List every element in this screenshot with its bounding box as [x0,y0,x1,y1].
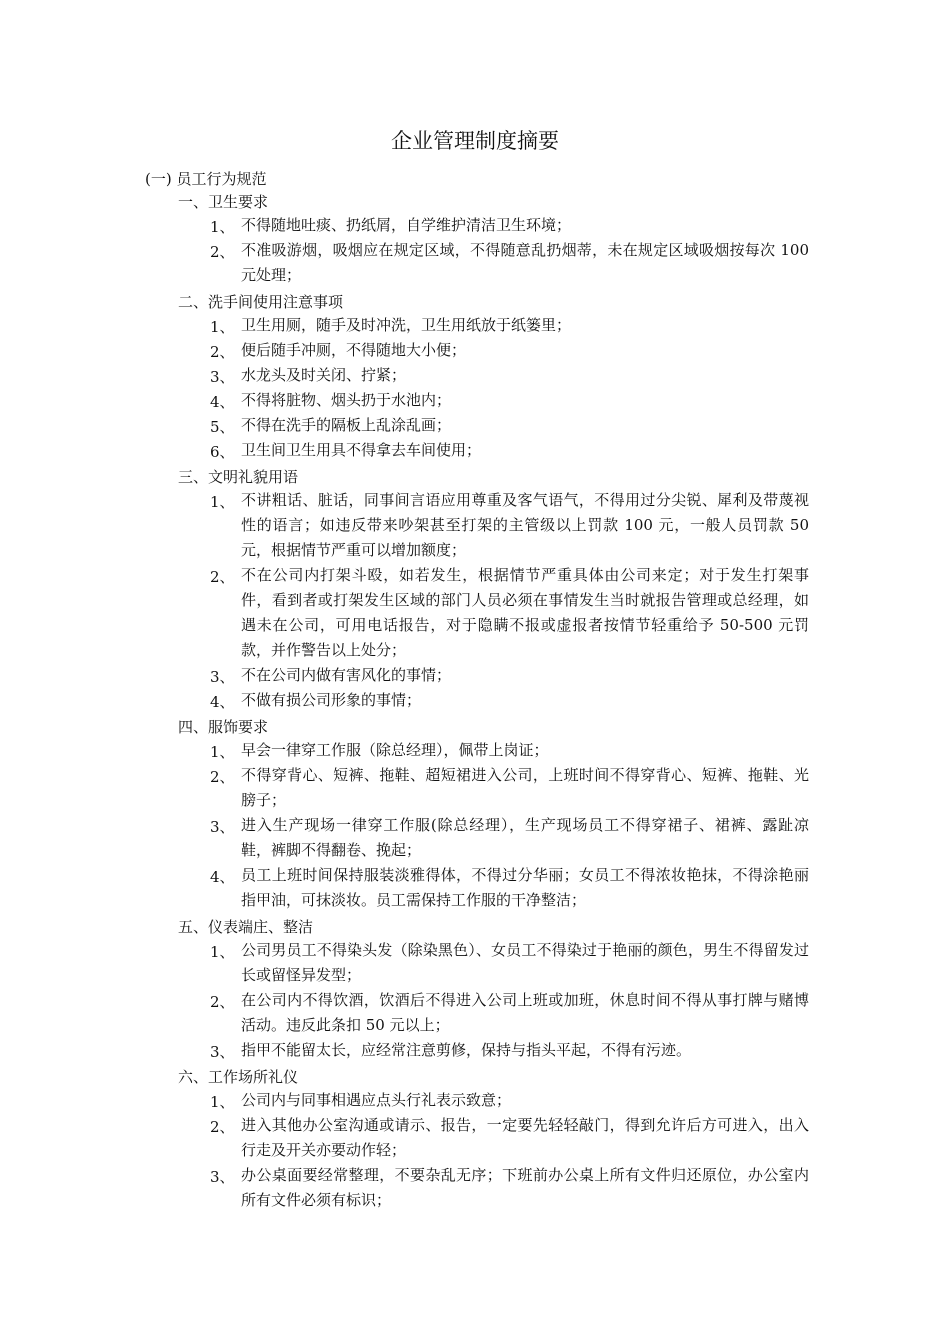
document-title: 企业管理制度摘要 [391,129,559,153]
section-heading: 四、服饰要求 [178,718,269,736]
item-number: 3、 [210,668,235,686]
section-heading: 三、文明礼貌用语 [178,468,299,486]
item-number: 1、 [210,218,235,236]
item-text: 指甲不能留太长，应经常注意剪修，保持与指头平起，不得有污迹。 [241,1041,692,1059]
item-number: 2、 [210,993,235,1011]
item-number: 2、 [210,243,235,261]
item-text: 不在公司内做有害风化的事情； [241,666,452,684]
item-text: 不做有损公司形象的事情； [241,691,422,709]
item-number: 2、 [210,1118,235,1136]
item-number: 2、 [210,568,235,586]
item-text: 早会一律穿工作服（除总经理），佩带上岗证； [241,741,549,759]
item-text: 办公桌面要经常整理，不要杂乱无序；下班前办公桌上所有文件归还原位，办公室内所有文件必须有标识； [241,1166,809,1209]
item-text: 不讲粗话、脏话，同事间言语应用尊重及客气语气，不得用过分尖锐、犀利及带蔑视性的语言；如违反带来吵架甚至打架的主管级以上罚款 100 元，一般人员罚款 50 元，根据情节严重可以增加额度； [241,491,809,559]
item-text: 不得随地吐痰、扔纸屑，自学维护清洁卫生环境； [241,216,572,234]
item-text: 公司男员工不得染头发（除染黑色）、女员工不得染过于艳丽的颜色，男生不得留发过长或留怪异发型； [241,941,809,984]
item-text: 水龙头及时关闭、拧紧； [241,366,407,384]
item-text: 员工上班时间保持服装淡雅得体，不得过分华丽；女员工不得浓妆艳抹，不得涂艳丽指甲油，可抹淡妆。员工需保持工作服的干净整洁； [241,866,809,909]
section-heading: 五、仪表端庄、整洁 [178,918,314,936]
item-text: 在公司内不得饮酒，饮酒后不得进入公司上班或加班，休息时间不得从事打牌与赌博活动。违反此条扣 50 元以上； [241,991,809,1034]
item-number: 3、 [210,368,235,386]
item-number: 6、 [210,443,235,461]
item-text: 进入生产现场一律穿工作服(除总经理），生产现场员工不得穿裙子、裙裤、露趾凉鞋，裤脚不得翻卷、挽起； [241,816,809,859]
item-number: 4、 [210,693,235,711]
item-text: 公司内与同事相遇应点头行礼表示致意； [241,1091,512,1109]
item-number: 4、 [210,393,235,411]
item-text: 便后随手冲厕，不得随地大小便； [241,341,467,359]
item-number: 2、 [210,768,235,786]
item-number: 1、 [210,1093,235,1111]
item-number: 4、 [210,868,235,886]
item-number: 3、 [210,1168,235,1186]
item-text: 进入其他办公室沟通或请示、报告，一定要先轻轻敲门，得到允许后方可进入，出入行走及开关亦要动作轻； [241,1116,809,1159]
item-text: 不准吸游烟，吸烟应在规定区域，不得随意乱扔烟蒂，未在规定区域吸烟按每次 100 元处理； [241,241,809,284]
part-heading: (一) 员工行为规范 [145,170,267,188]
item-number: 5、 [210,418,235,436]
item-text: 不得将脏物、烟头扔于水池内； [241,391,452,409]
item-number: 3、 [210,818,235,836]
item-number: 1、 [210,743,235,761]
item-text: 不得穿背心、短裤、拖鞋、超短裙进入公司，上班时间不得穿背心、短裤、拖鞋、光膀子； [241,766,809,809]
item-number: 1、 [210,318,235,336]
item-text: 卫生用厕，随手及时冲洗，卫生用纸放于纸篓里； [241,316,572,334]
item-number: 2、 [210,343,235,361]
item-text: 不在公司内打架斗殴，如若发生，根据情节严重具体由公司来定；对于发生打架事件，看到者或打架发生区域的部门人员必须在事情发生当时就报告管理或总经理，如遇未在公司，可用电话报告，对于隐瞒不报或虚报者按情节轻重给予 50-500 元罚款，并作警告以上处分； [241,566,809,659]
item-text: 卫生间卫生用具不得拿去车间使用； [241,441,482,459]
section-heading: 六、工作场所礼仪 [178,1068,299,1086]
item-text: 不得在洗手的隔板上乱涂乱画； [241,416,452,434]
item-number: 1、 [210,493,235,511]
section-heading: 一、卫生要求 [178,193,269,211]
item-number: 1、 [210,943,235,961]
section-heading: 二、洗手间使用注意事项 [178,293,344,311]
item-number: 3、 [210,1043,235,1061]
